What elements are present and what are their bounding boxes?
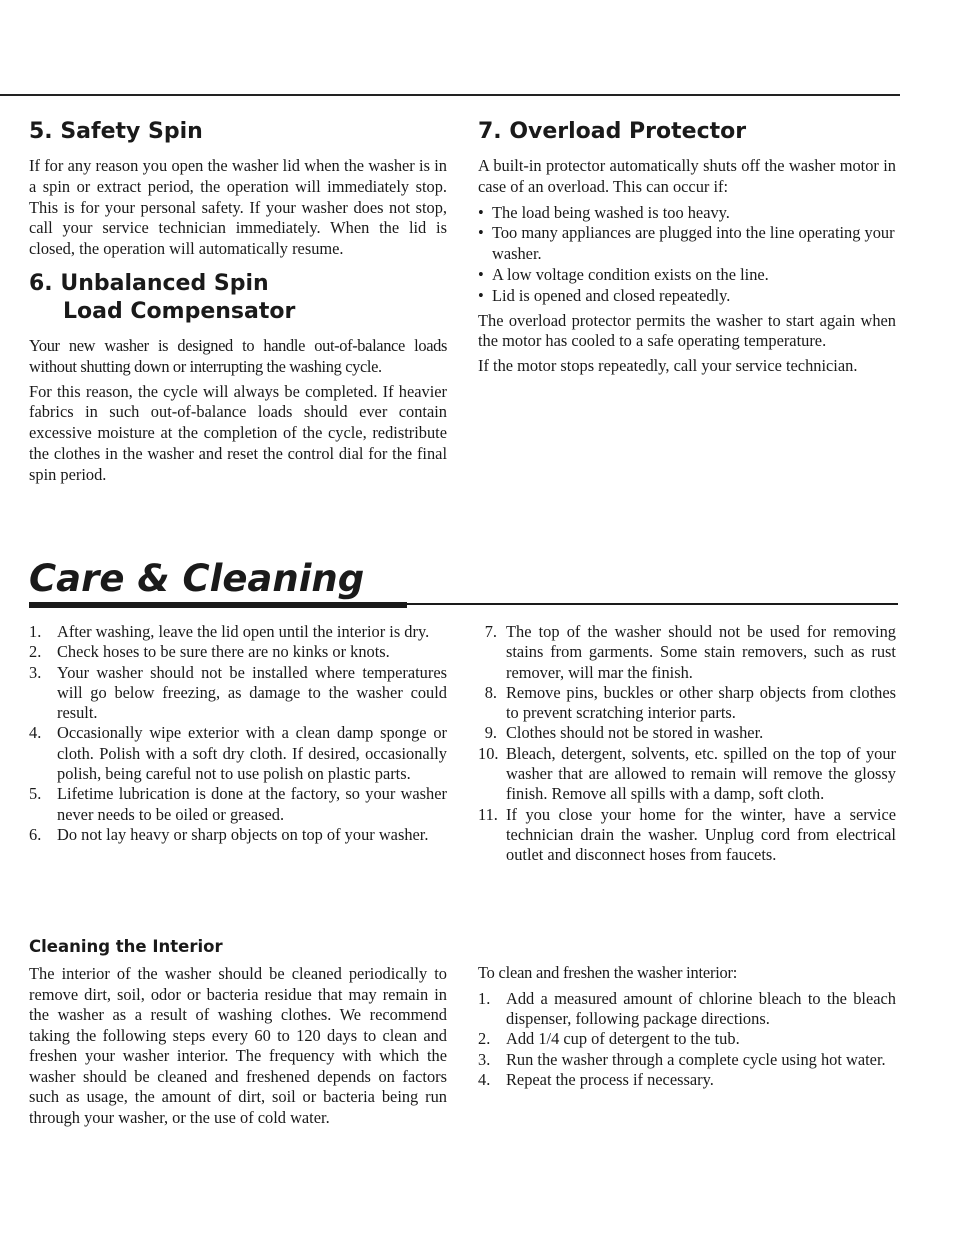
care-list-item: 5. Lifetime lubrication is done at the factory, so your washer never needs to be oiled or greased. (29, 784, 447, 824)
interior-steps-intro: To clean and freshen the washer interior: (478, 963, 738, 982)
care-list-item: 4. Occasionally wipe exterior with a clean damp sponge or cloth. Polish with a soft dry cloth. If desired, occasionally polish, being careful not to use polish on plastic parts. (29, 723, 447, 784)
interior-step: 1. Add a measured amount of chlorine bleach to the bleach dispenser, following package directions. (478, 988, 896, 1029)
care-list-item: 11. If you close your home for the winter, have a service technician drain the washer. Unplug cord from electrical outlet and disconnect hoses from faucets. (478, 804, 896, 865)
care-list-right (478, 622, 896, 866)
safety-spin-heading: 5. Safety Spin (29, 119, 203, 144)
safety-spin-body: If for any reason you open the washer lid when the washer is in a spin or extract period, the operation will immediately stop. This is for your personal safety. If your washer does not stop, call your service technician immediately. When the lid is closed, the operation will automatically resume. (29, 156, 447, 259)
interior-left-column (29, 936, 447, 1128)
overload-intro: A built-in protector automatically shuts off the washer motor in case of an overload. This can occur if: (478, 156, 896, 196)
care-list-item: 2. Check hoses to be sure there are no kinks or knots. (29, 642, 390, 662)
interior-step: 3. Run the washer through a complete cycle using hot water. (478, 1049, 886, 1069)
overload-bullet: • A low voltage condition exists on the line. (478, 265, 896, 286)
unbalanced-para2: For this reason, the cycle will always be completed. If heavier fabrics in such out-of-balance loads should ever contain excessive moisture at the completion of the cycle, redistribute the clothes in the washer and reset the control dial for the final spin period. (29, 381, 447, 484)
overload-bullet: • Lid is opened and closed repeatedly. (478, 286, 896, 307)
top-rule (0, 94, 900, 96)
care-list-item: 1. After washing, leave the lid open until the interior is dry. (29, 622, 430, 641)
interior-steps-list (478, 989, 896, 1090)
interior-heading: Cleaning the Interior (29, 937, 223, 956)
care-list-right-column (478, 622, 896, 866)
care-list-item: 6. Do not lay heavy or sharp objects on top of your washer. (29, 824, 429, 844)
top-left-column (29, 118, 447, 486)
unbalanced-heading-line1: 6. Unbalanced Spin (29, 270, 269, 296)
care-list-item: 3. Your washer should not be installed where temperatures will go below freezing, as damage to the washer could result. (29, 662, 447, 723)
care-title-thick-rule (29, 602, 407, 608)
care-list-item: 9. Clothes should not be stored in washer. (484, 723, 764, 743)
care-cleaning-title: Care & Cleaning (29, 557, 365, 600)
unbalanced-para1: Your new washer is designed to handle out-of-balance loads without shutting down or interrupting the washing cycle. (29, 335, 447, 376)
unbalanced-heading-line2: Load Compensator (63, 298, 296, 324)
interior-body: The interior of the washer should be cleaned periodically to remove dirt, soil, odor or bacteria residue that may remain in the washer as a result of washing clothes. We recommend taking the following steps every 60 to 120 days to clean and freshen your washer interior. The frequency with which the washer should be cleaned and freshened depends on factors such as usage, the amount of dirt, soil or bacteria being run through your washer, or the use of cold water. (29, 964, 447, 1127)
unbalanced-heading (29, 270, 447, 326)
care-list-left (29, 622, 447, 845)
overload-bullet: • The load being washed is too heavy. (478, 203, 896, 224)
overload-bullet-list (478, 203, 896, 307)
care-list-item: 10. Bleach, detergent, solvents, etc. spilled on the top of your washer that are allowed to remain will remove the glossy finish. Remove all spills with a damp, soft cloth. (478, 743, 896, 804)
care-list-left-column (29, 622, 447, 845)
overload-para1: The overload protector permits the washer to start again when the motor has cooled to a safe operating temperature. (478, 310, 896, 351)
top-right-column (478, 118, 896, 377)
care-list-item: 8. Remove pins, buckles or other sharp objects from clothes to prevent scratching interior parts. (484, 682, 896, 723)
overload-bullet: • Too many appliances are plugged into the line operating your washer. (478, 223, 896, 265)
interior-right-column (478, 963, 896, 1090)
overload-heading: 7. Overload Protector (478, 119, 747, 144)
overload-para2: If the motor stops repeatedly, call your service technician. (478, 356, 858, 376)
interior-step: 4. Repeat the process if necessary. (478, 1069, 714, 1089)
care-list-item: 7. The top of the washer should not be used for removing stains from garments. Some stain removers, such as rust remover, will mar the finish. (484, 622, 896, 682)
interior-step: 2. Add 1/4 cup of detergent to the tub. (478, 1029, 740, 1049)
care-title-thin-rule (407, 603, 898, 605)
